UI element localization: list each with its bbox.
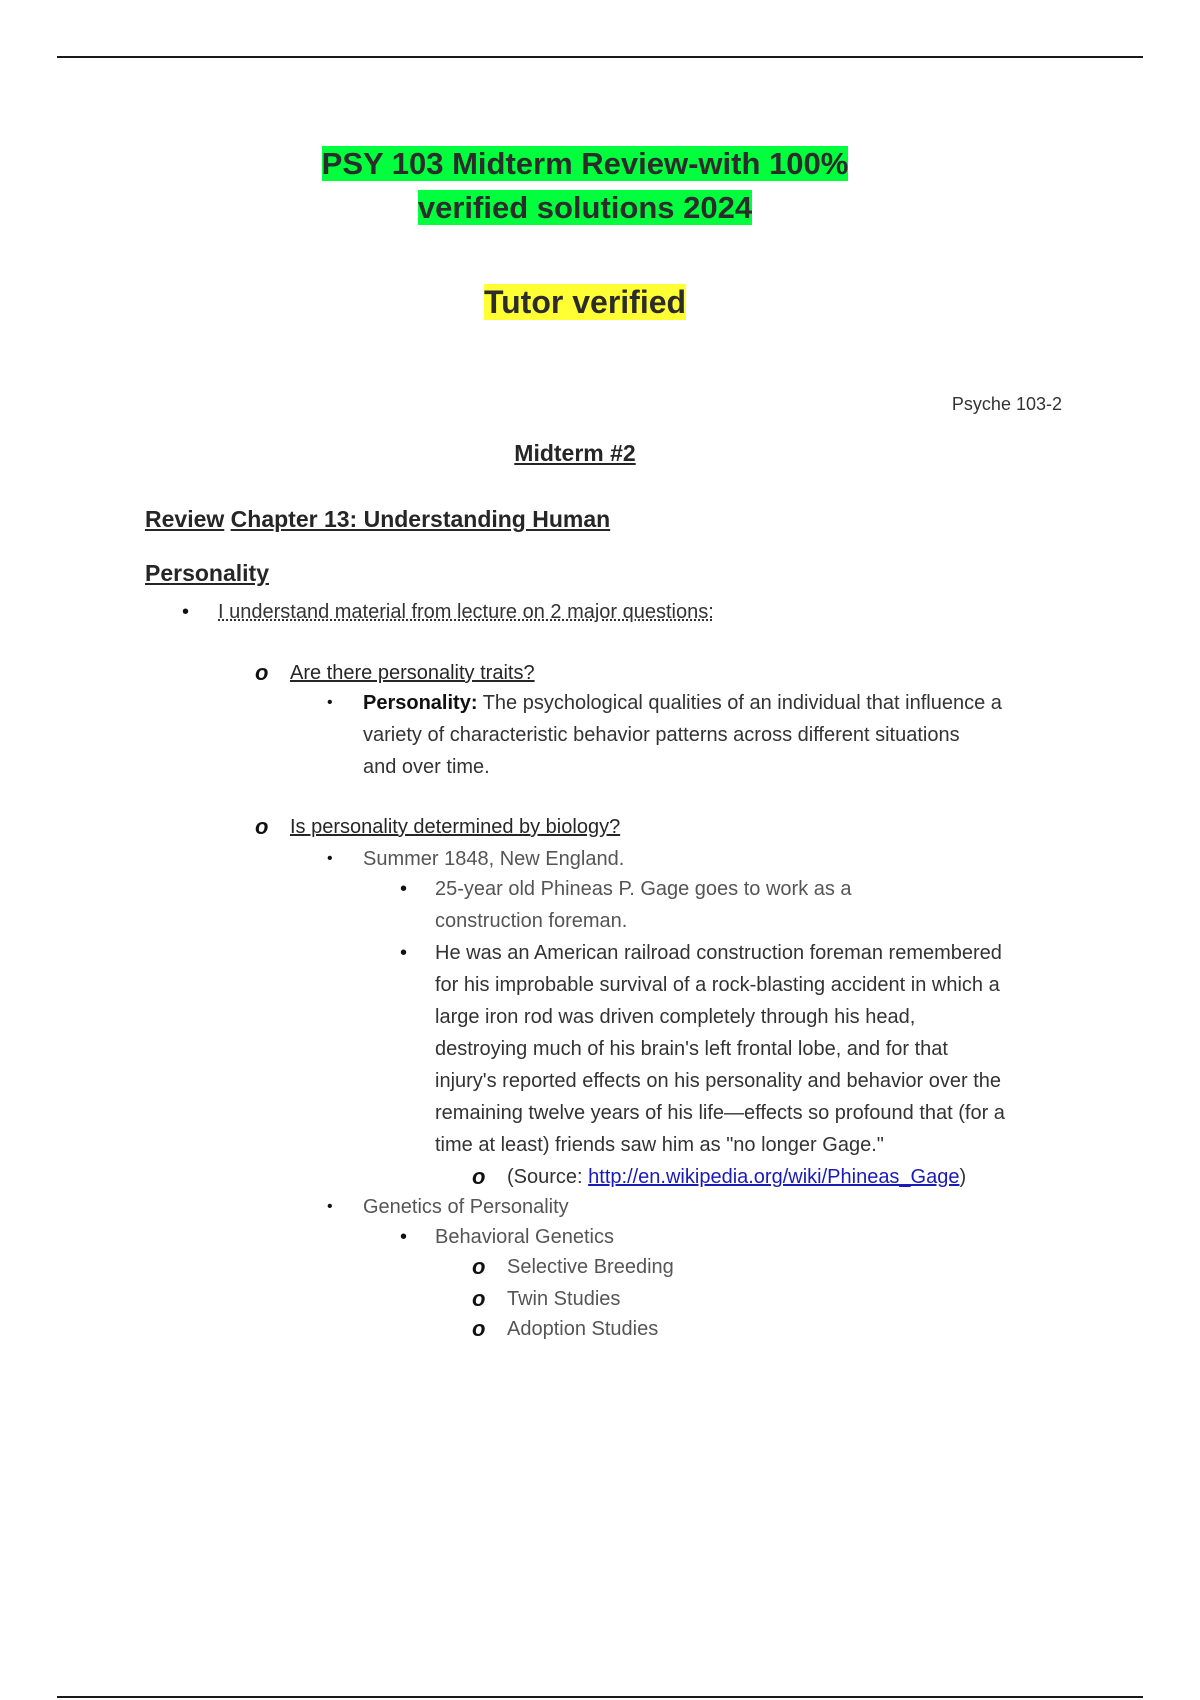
gage-line-2: construction foreman.	[435, 910, 628, 932]
bullet-disc-icon: •	[400, 878, 408, 900]
bullet-circle-icon: o	[472, 1164, 486, 1189]
chapter-heading-part1: Review	[145, 506, 225, 532]
question-1-title: Are there personality traits?	[290, 662, 535, 684]
bullet-circle-icon: o	[472, 1286, 486, 1311]
title-line-2: verified solutions 2024	[417, 190, 753, 225]
bio-line-4: destroying much of his brain's left frontal lobe, and for that	[435, 1038, 948, 1060]
bullet-disc-icon: •	[400, 942, 408, 964]
source-link[interactable]: http://en.wikipedia.org/wiki/Phineas_Gage	[588, 1166, 960, 1188]
tutor-badge	[0, 280, 1170, 324]
source-prefix: (Source:	[507, 1166, 589, 1188]
title-line-1: PSY 103 Midterm Review-with 100%	[321, 146, 849, 181]
method-selective-breeding: Selective Breeding	[507, 1256, 674, 1278]
definition-line-1: The psychological qualities of an individual that influence a	[482, 692, 1002, 714]
top-rule	[57, 56, 1143, 58]
behavioral-genetics: Behavioral Genetics	[435, 1226, 614, 1248]
method-twin-studies: Twin Studies	[507, 1288, 621, 1310]
bullet-small-icon: •	[327, 694, 333, 711]
source-suffix: )	[959, 1166, 967, 1188]
bio-line-5: injury's reported effects on his personality and behavior over the	[435, 1070, 1001, 1092]
course-code: Psyche 103-2	[951, 394, 1062, 414]
chapter-heading-part2: Chapter 13: Understanding Human	[230, 506, 611, 532]
source-citation	[507, 1161, 966, 1193]
bullet-circle-icon: o	[255, 814, 269, 839]
gage-line-1: 25-year old Phineas P. Gage goes to work as a	[435, 878, 852, 900]
bullet-disc-icon: •	[400, 1226, 408, 1248]
bio-line-3: large iron rod was driven completely through his head,	[435, 1006, 916, 1028]
bullet-disc-icon: •	[182, 601, 190, 623]
method-adoption-studies: Adoption Studies	[507, 1318, 659, 1340]
bullet-small-icon: •	[327, 1198, 333, 1215]
outline-intro: I understand material from lecture on 2 major questions:	[218, 601, 714, 623]
bullet-circle-icon: o	[255, 660, 269, 685]
bio-line-7: time at least) friends saw him as "no longer Gage."	[435, 1134, 884, 1156]
personality-term: Personality:	[363, 692, 478, 714]
genetics-of-personality: Genetics of Personality	[363, 1196, 569, 1218]
bio-line-1: He was an American railroad construction foreman remembered	[435, 942, 1002, 964]
midterm-heading: Midterm #2	[514, 440, 636, 466]
definition-line-2: variety of characteristic behavior patterns across different situations	[363, 724, 960, 746]
tutor-badge-text: Tutor verified	[483, 284, 687, 320]
definition-line-3: and over time.	[363, 756, 490, 778]
bottom-rule	[57, 1696, 1143, 1698]
bio-line-6: remaining twelve years of his life—effects so profound that (for a	[435, 1102, 1005, 1124]
bio-line-2: for his improbable survival of a rock-blasting accident in which a	[435, 974, 1000, 996]
summer-1848: Summer 1848, New England.	[363, 848, 625, 870]
bullet-circle-icon: o	[472, 1254, 486, 1279]
document-title	[0, 142, 1170, 230]
chapter-heading-part3: Personality	[145, 560, 269, 586]
question-2-title: Is personality determined by biology?	[290, 816, 621, 838]
bullet-small-icon: •	[327, 850, 333, 867]
personality-definition-line-1	[363, 687, 1002, 719]
chapter-heading	[145, 492, 610, 600]
bullet-circle-icon: o	[472, 1316, 486, 1341]
